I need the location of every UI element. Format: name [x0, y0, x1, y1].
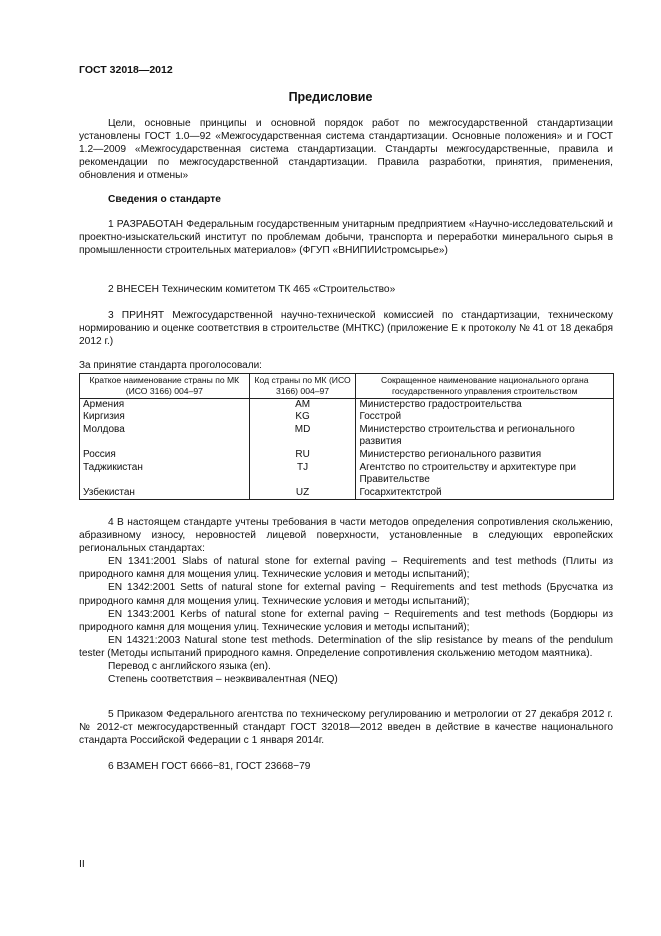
cell-body: Агентство по строительству и архитектуре при Правительстве — [356, 462, 614, 487]
standard-en-1342: EN 1342:2001 Setts of natural stone for external paving − Requirements and test methods (Брусчатка из природного камня для мощения улиц. Технические условия и методы испытаний); — [79, 582, 613, 607]
intro-paragraph: Цели, основные принципы и основной порядок работ по межгосударственной стандартизации установлены ГОСТ 1.0—92 «Межгосударственная система стандартизации. Основные положения» и и ГОСТ 1.2—2009 «Межгосударственная система стандартизации. Стандарты межгосударственные, правила и рекомендации по межгосударственной стандартизации. Правила разработки, принятия, применения, обновления и отмены» — [79, 118, 613, 182]
item-4-block — [79, 516, 613, 686]
document-code: ГОСТ 32018—2012 — [79, 64, 173, 76]
conformity-note: Степень соответствия – неэквивалентная (NEQ) — [108, 674, 338, 686]
table-row — [80, 398, 614, 411]
cell-body: Министерство строительства и регионального развития — [356, 424, 614, 449]
cell-body: Госархитектстрой — [356, 487, 614, 500]
cell-country: Узбекистан — [80, 487, 250, 500]
item-5-block — [79, 708, 613, 747]
header-code: Код страны по МК (ИСО 3166) 004–97 — [249, 374, 356, 399]
cell-code: TJ — [249, 462, 356, 487]
header-body: Сокращенное наименование национального органа государственного управления строительством — [356, 374, 614, 399]
cell-code: RU — [249, 449, 356, 462]
item-5: 5 Приказом Федерального агентства по техническому регулированию и метрологии от 27 декабря 2012 г. № 2012-ст межгосударственный стандарт ГОСТ 32018—2012 введен в действие в качестве национального стандарта Российской Федерации с 1 января 2014г. — [79, 709, 613, 747]
vote-table-header — [80, 374, 614, 399]
info-heading-block — [79, 193, 613, 206]
cell-country: Россия — [80, 449, 250, 462]
vote-table — [79, 373, 614, 500]
header-country: Краткое наименование страны по МК (ИСО 3166) 004–97 — [80, 374, 250, 399]
table-row — [80, 462, 614, 487]
cell-code: MD — [249, 424, 356, 449]
standard-en-14321: EN 14321:2003 Natural stone test methods. Determination of the slip resistance by means of the pendulum tester (Методы испытаний природного камня. Определение сопротивления скольжению методом маятника). — [79, 634, 613, 659]
item-6-block — [79, 760, 613, 773]
intro-paragraph-block — [79, 117, 613, 182]
item-3-block — [79, 309, 613, 348]
info-heading: Сведения о стандарте — [108, 194, 221, 205]
item-1: 1 РАЗРАБОТАН Федеральным государственным унитарным предприятием «Научно-исследовательский и проектно-изыскательский институт по проблемам добычи, транспорта и переработки минерального сырья в промышленности строительных материалов» (ФГУП «ВНИПИИстромсырье») — [79, 219, 613, 257]
cell-body: Министерство градостроительства — [356, 398, 614, 411]
page-number: II — [79, 858, 85, 870]
cell-country: Киргизия — [80, 411, 250, 424]
cell-code: UZ — [249, 487, 356, 500]
cell-body: Госстрой — [356, 411, 614, 424]
item-2: 2 ВНЕСЕН Техническим комитетом ТК 465 «Строительство» — [108, 284, 396, 295]
vote-caption: За принятие стандарта проголосовали: — [79, 360, 262, 371]
standard-en-1341: EN 1341:2001 Slabs of natural stone for external paving – Requirements and test methods (Плиты из природного камня для мощения улиц. Технические условия и методы испытаний); — [79, 556, 613, 581]
item-3: 3 ПРИНЯТ Межгосударственной научно-технической комиссией по стандартизации, техническому нормированию и оценке соответствия в строительстве (МНТКС) (приложение Е к протоколу № 41 от 18 декабря 2012 г.) — [79, 310, 613, 348]
cell-body: Министерство регионального развития — [356, 449, 614, 462]
standard-en-1343: EN 1343:2001 Kerbs of natural stone for external paving − Requirements and test methods (Бордюры из природного камня для мощения улиц. Технические условия и методы испытаний); — [79, 608, 613, 633]
section-title: Предисловие — [288, 90, 373, 104]
item-1-block — [79, 218, 613, 257]
item-4-lead: 4 В настоящем стандарте учтены требования в части методов определения сопротивления скольжению, абразивному износу, неровностей лицевой поверхности, установленные в следующих европейских региональных стандартах: — [79, 517, 613, 555]
table-row — [80, 411, 614, 424]
translation-note: Перевод с английского языка (en). — [108, 661, 271, 673]
item-6: 6 ВЗАМЕН ГОСТ 6666−81, ГОСТ 23668−79 — [108, 761, 311, 772]
table-row — [80, 424, 614, 449]
cell-code: KG — [249, 411, 356, 424]
cell-country: Армения — [80, 398, 250, 411]
item-2-block — [79, 283, 613, 296]
table-row — [80, 449, 614, 462]
cell-code: AM — [249, 398, 356, 411]
table-row — [80, 487, 614, 500]
cell-country: Молдова — [80, 424, 250, 449]
cell-country: Таджикистан — [80, 462, 250, 487]
